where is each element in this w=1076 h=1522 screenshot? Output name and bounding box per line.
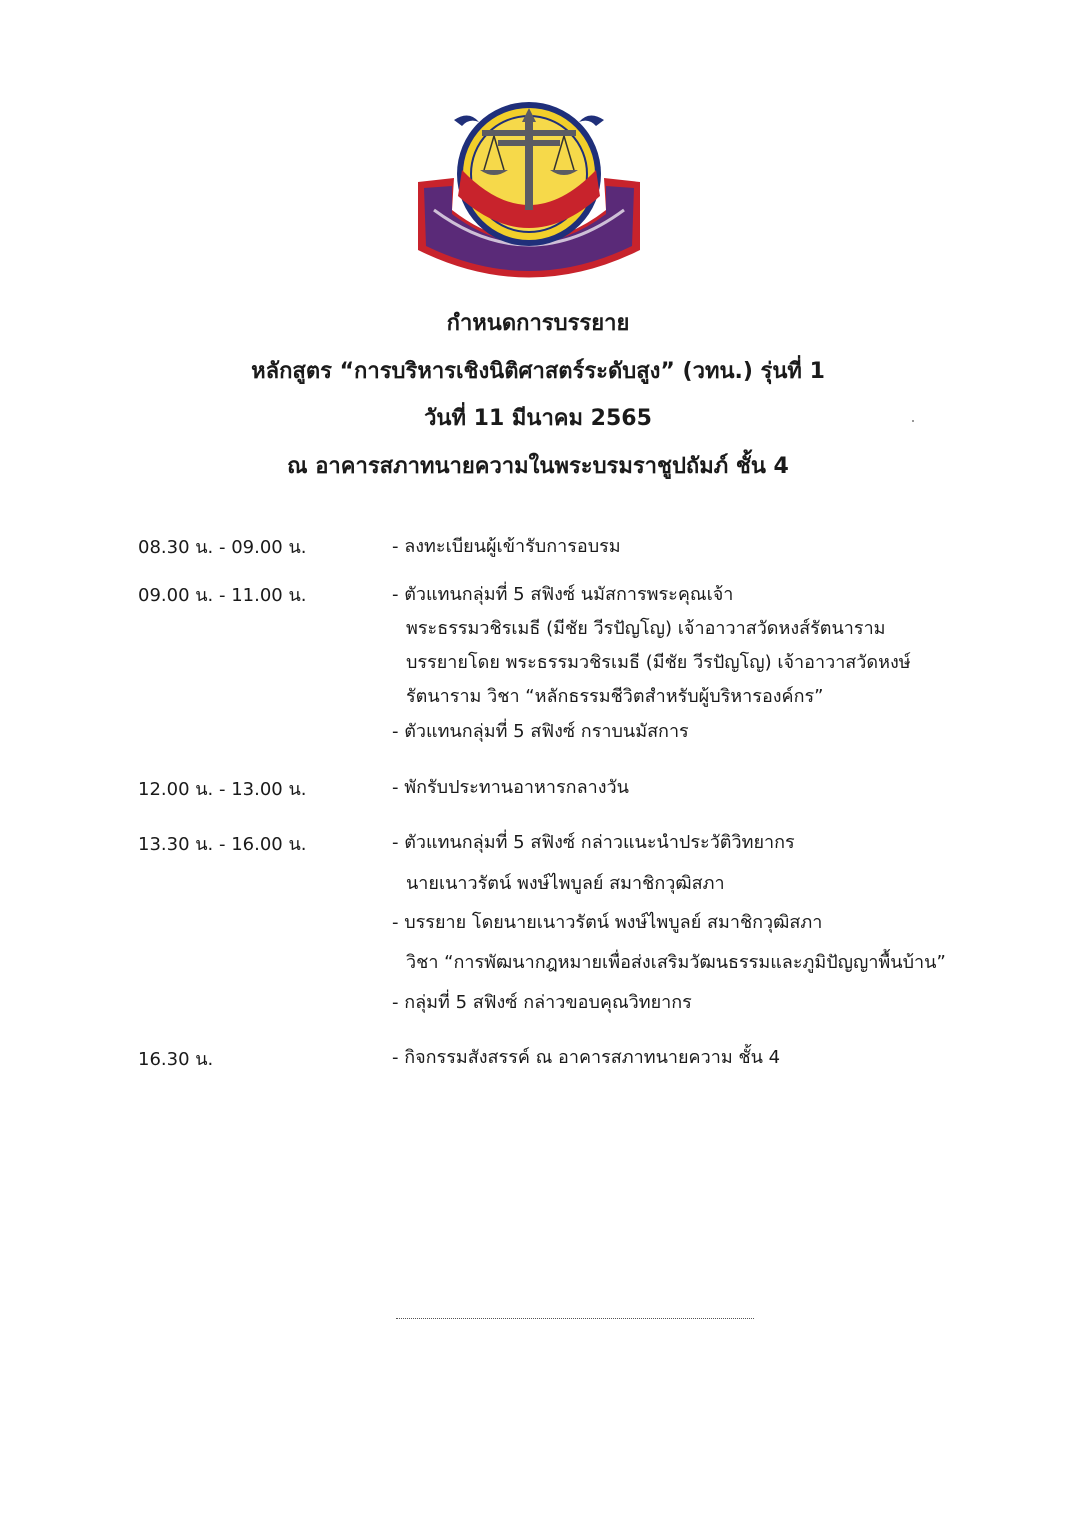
schedule-time: 08.30 น. - 09.00 น. (138, 537, 307, 558)
schedule-item: บรรยายโดย พระธรรมวชิรเมธี (มีชัย วีรปัญโญ) เจ้าอาวาสวัดหงษ์ (406, 652, 911, 673)
schedule-item: - กลุ่มที่ 5 สฟิงซ์ กล่าวขอบคุณวิทยากร (392, 992, 692, 1013)
schedule-title: กำหนดการบรรยาย (446, 311, 630, 336)
schedule-item: - พักรับประทานอาหารกลางวัน (392, 777, 629, 798)
college-logo (414, 100, 644, 290)
schedule-item: - ตัวแทนกลุ่มที่ 5 สฟิงซ์ กล่าวแนะนำประวัติวิทยากร (392, 832, 795, 853)
schedule-time: 12.00 น. - 13.00 น. (138, 779, 307, 800)
schedule-item: รัตนาราม วิชา “หลักธรรมชีวิตสำหรับผู้บริหารองค์กร” (406, 686, 824, 707)
schedule-time: 16.30 น. (138, 1049, 214, 1070)
event-venue: ณ อาคารสภาทนายความในพระบรมราชูปถัมภ์ ชั้น 4 (287, 454, 789, 479)
dotted-divider (396, 1318, 754, 1319)
schedule-item: วิชา “การพัฒนากฎหมายเพื่อส่งเสริมวัฒนธรรมและภูมิปัญญาพื้นบ้าน” (406, 952, 946, 973)
schedule-item: พระธรรมวชิรเมธี (มีชัย วีรปัญโญ) เจ้าอาวาสวัดหงส์รัตนาราม (406, 618, 886, 639)
schedule-time: 09.00 น. - 11.00 น. (138, 585, 307, 606)
schedule-item: - ตัวแทนกลุ่มที่ 5 สฟิงซ์ นมัสการพระคุณเจ้า (392, 584, 734, 605)
scan-speck (912, 420, 914, 422)
schedule-time: 13.30 น. - 16.00 น. (138, 834, 307, 855)
schedule-item: - กิจกรรมสังสรรค์ ณ อาคารสภาทนายความ ชั้น 4 (392, 1047, 781, 1068)
schedule-item: - ตัวแทนกลุ่มที่ 5 สฟิงซ์ กราบนมัสการ (392, 721, 689, 742)
course-title: หลักสูตร “การบริหารเชิงนิติศาสตร์ระดับสูง” (วทน.) รุ่นที่ 1 (251, 359, 825, 384)
schedule-item: นายเนาวรัตน์ พงษ์ไพบูลย์ สมาชิกวุฒิสภา (406, 873, 725, 894)
schedule-item: - ลงทะเบียนผู้เข้ารับการอบรม (392, 536, 621, 557)
event-date: วันที่ 11 มีนาคม 2565 (424, 406, 652, 431)
schedule-item: - บรรยาย โดยนายเนาวรัตน์ พงษ์ไพบูลย์ สมาชิกวุฒิสภา (392, 912, 823, 933)
